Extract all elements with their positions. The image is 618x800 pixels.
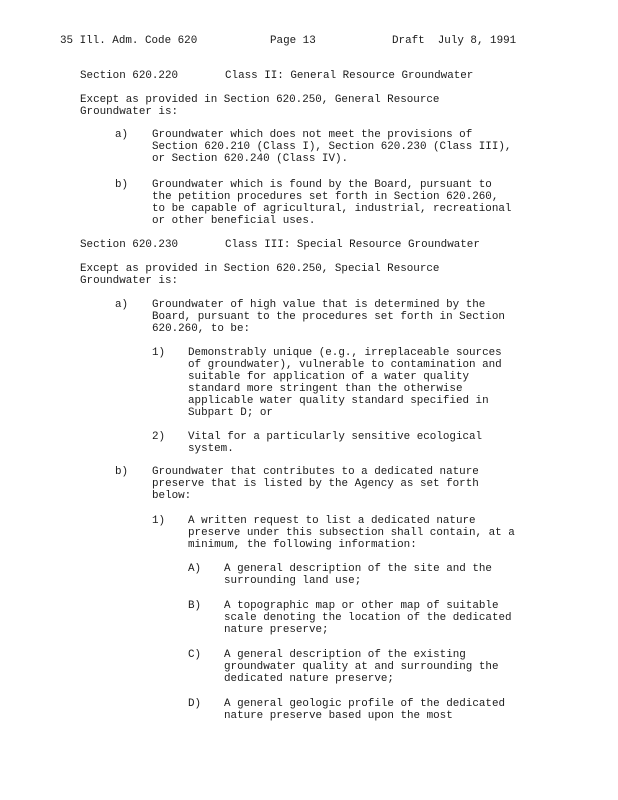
subsubitem-text: A general description of the existing groundwater quality at and surrounding the dedicated nature preserve; [224,649,499,685]
item-label: b) [115,179,129,191]
section-620-220-title: Class II: General Resource Groundwater [225,70,474,82]
header-page-number: Page 13 [270,35,316,47]
section-620-220-number: Section 620.220 [80,70,179,82]
subsubitem-label: B) [188,600,202,612]
subitem-text: Vital for a particularly sensitive ecological system. [188,431,483,455]
subitem-label: 1) [152,347,166,359]
subitem-label: 2) [152,431,166,443]
subitem-text: A written request to list a dedicated nature preserve under this subsection shall contain, at a minimum, the following information: [188,515,515,551]
subsubitem-text: A general description of the site and the surrounding land use; [224,563,492,587]
section-620-230-number: Section 620.230 [80,239,179,251]
section-620-230-intro: Except as provided in Section 620.250, Special Resource Groundwater is: [80,263,440,287]
subitem-text: Demonstrably unique (e.g., irreplaceable sources of groundwater), vulnerable to contamination and suitable for application of a water quality standard more stringent than the otherwise applicable water quality standard specified in Subpart D; or [188,347,502,419]
section-620-220-intro: Except as provided in Section 620.250, General Resource Groundwater is: [80,94,440,118]
item-text: Groundwater which does not meet the provisions of Section 620.210 (Class I), Section 620.230 (Class III), or Section 620.240 (Class IV). [152,129,512,165]
subsubitem-label: C) [188,649,202,661]
subsubitem-label: A) [188,563,202,575]
item-text: Groundwater which is found by the Board, pursuant to the petition procedures set forth in Section 620.260, to be capable of agricultural, industrial, recreational or other beneficial uses. [152,179,512,227]
item-text: Groundwater that contributes to a dedicated nature preserve that is listed by the Agency as set forth below: [152,466,479,502]
subsubitem-label: D) [188,698,202,710]
item-label: a) [115,129,129,141]
header-code: 35 Ill. Adm. Code 620 [60,35,198,47]
subitem-label: 1) [152,515,166,527]
item-label: a) [115,299,129,311]
subsubitem-text: A topographic map or other map of suitable scale denoting the location of the dedicated nature preserve; [224,600,512,636]
item-text: Groundwater of high value that is determined by the Board, pursuant to the procedures set forth in Section 620.260, to be: [152,299,505,335]
header-draft-date: Draft July 8, 1991 [392,35,517,47]
section-620-230-title: Class III: Special Resource Groundwater [225,239,480,251]
item-label: b) [115,466,129,478]
subsubitem-text: A general geologic profile of the dedicated nature preserve based upon the most [224,698,506,722]
